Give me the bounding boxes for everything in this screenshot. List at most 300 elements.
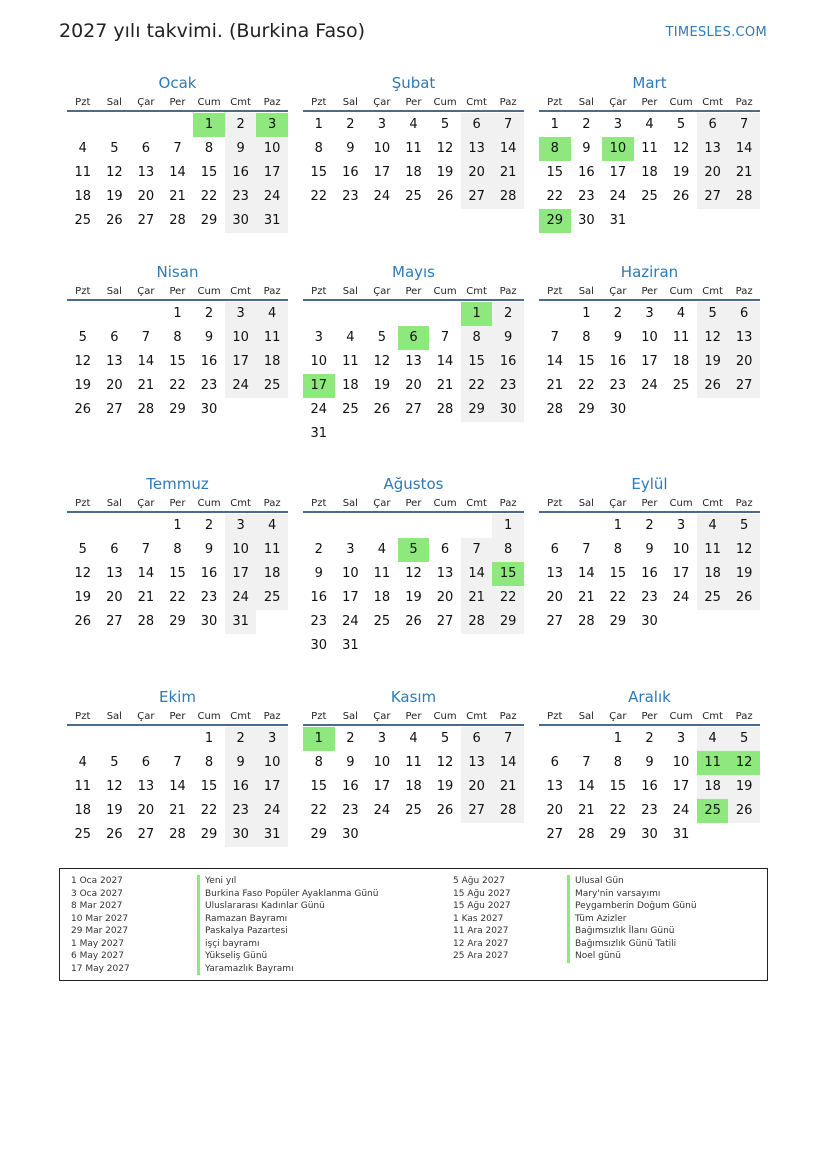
day-cell: 31 (342, 638, 359, 653)
legend-holiday-date: 17 May 2027 (71, 963, 130, 974)
day-cell: 14 (546, 354, 564, 369)
day-cell: 5 (78, 330, 87, 345)
day-cell: 31 (256, 209, 288, 233)
day-cell: 3 (225, 302, 257, 326)
day-cell: 7 (550, 330, 559, 345)
empty-cell (461, 514, 493, 538)
day-cell: 27 (137, 827, 155, 842)
day-cell: 18 (697, 562, 729, 586)
day-cell: 7 (492, 727, 524, 751)
day-cell: 9 (346, 755, 355, 770)
weekday-label: Cum (669, 711, 693, 722)
day-cell: 24 (256, 185, 288, 209)
day-cell: 2 (204, 306, 214, 321)
empty-cell (539, 514, 571, 538)
day-cell: 11 (256, 538, 288, 562)
day-cell: 21 (436, 378, 454, 393)
holiday-day-cell: 3 (256, 113, 288, 137)
day-cell: 28 (492, 185, 524, 209)
day-cell: 6 (110, 330, 119, 345)
weekday-label: Paz (499, 498, 517, 509)
day-cell: 20 (137, 189, 155, 204)
weekday-label: Per (641, 498, 658, 509)
weekday-label: Pzt (311, 286, 327, 297)
day-cell: 4 (645, 117, 654, 132)
empty-cell (162, 727, 194, 751)
day-cell: 26 (672, 189, 690, 204)
day-cell: 8 (314, 141, 323, 156)
day-cell: 3 (377, 117, 387, 132)
weekday-header (303, 495, 524, 513)
day-cell: 25 (342, 402, 359, 417)
day-cell: 14 (137, 566, 155, 581)
day-cell: 8 (204, 755, 214, 770)
day-cell: 22 (578, 378, 595, 393)
holiday-day-cell: 10 (602, 137, 634, 161)
month-block (67, 686, 288, 847)
day-cell: 25 (256, 586, 288, 610)
day-cell: 22 (461, 374, 493, 398)
holiday-day-cell: 1 (193, 113, 225, 137)
day-cell: 7 (173, 141, 182, 156)
weekday-label: Per (169, 97, 186, 108)
weekday-label: Cmt (230, 711, 251, 722)
day-cell: 14 (578, 566, 595, 581)
empty-cell (366, 514, 398, 538)
day-cell: 2 (225, 113, 257, 137)
day-cell: 12 (106, 165, 123, 180)
legend-right-names (567, 875, 697, 963)
day-cell: 21 (169, 189, 186, 204)
empty-cell (67, 302, 99, 326)
weekday-header (539, 94, 760, 112)
holiday-day-cell: 17 (303, 374, 335, 398)
weekday-label: Çar (373, 711, 391, 722)
day-cell: 27 (106, 614, 123, 629)
day-cell: 27 (106, 402, 123, 417)
day-cell: 25 (405, 189, 422, 204)
weekday-label: Cum (197, 498, 221, 509)
day-cell: 26 (373, 402, 391, 417)
legend-holiday-name: Ulusal Gün (567, 875, 697, 888)
weekday-label: Çar (137, 97, 155, 108)
weekday-label: Per (169, 711, 186, 722)
holiday-day-cell: 29 (539, 209, 571, 233)
legend-left-dates (71, 875, 130, 975)
day-grid (67, 513, 288, 634)
weekday-label: Cmt (702, 286, 723, 297)
legend-holiday-name: Tüm Azizler (567, 913, 697, 926)
month-block (539, 72, 760, 233)
day-grid (539, 301, 760, 422)
day-cell: 16 (342, 779, 359, 794)
legend-holiday-date: 29 Mar 2027 (71, 926, 129, 936)
weekday-label: Paz (735, 286, 753, 297)
day-cell: 26 (106, 827, 123, 842)
day-cell: 18 (74, 189, 92, 204)
day-cell: 20 (436, 590, 454, 605)
legend-holiday-name: Bağımsızlık Günü Tatili (567, 938, 697, 951)
empty-cell (398, 302, 430, 326)
day-cell: 6 (141, 141, 151, 156)
day-cell: 4 (697, 727, 729, 751)
legend-holiday-date: 15 Ağu 2027 (453, 888, 511, 899)
empty-cell (130, 727, 162, 751)
weekday-label: Çar (373, 286, 391, 297)
day-cell: 31 (256, 823, 288, 847)
weekday-label: Pzt (547, 498, 563, 509)
day-cell: 27 (697, 185, 729, 209)
month-block (303, 473, 524, 658)
day-cell: 27 (405, 402, 422, 417)
weekday-label: Cum (669, 498, 693, 509)
weekday-header (303, 94, 524, 112)
day-cell: 22 (609, 590, 627, 605)
weekday-header (67, 94, 288, 112)
day-cell: 19 (74, 378, 92, 393)
day-cell: 13 (106, 354, 123, 369)
day-cell: 31 (609, 213, 627, 228)
legend-holiday-date: 1 Oca 2027 (71, 876, 123, 886)
day-cell: 13 (697, 137, 729, 161)
day-cell: 17 (373, 779, 391, 794)
holiday-day-cell: 11 (697, 751, 729, 775)
day-cell: 28 (137, 614, 155, 629)
day-cell: 4 (256, 514, 288, 538)
weekday-header (539, 283, 760, 301)
weekday-label: Pzt (311, 711, 327, 722)
day-cell: 24 (342, 614, 359, 629)
day-cell: 25 (74, 827, 92, 842)
day-cell: 19 (373, 378, 391, 393)
month-name: Mayıs (392, 263, 435, 281)
empty-cell (67, 514, 99, 538)
brand-link[interactable]: TIMESLES.COM (665, 25, 767, 40)
day-cell: 23 (310, 614, 328, 629)
day-cell: 28 (728, 185, 760, 209)
day-cell: 23 (492, 374, 524, 398)
day-cell: 7 (173, 755, 182, 770)
empty-cell (99, 727, 131, 751)
month-name: Eylül (631, 475, 668, 493)
weekday-label: Per (641, 711, 658, 722)
month-name: Aralık (628, 688, 671, 706)
day-cell: 2 (645, 518, 654, 533)
day-cell: 21 (461, 586, 493, 610)
day-cell: 13 (546, 566, 564, 581)
day-cell: 29 (461, 398, 493, 422)
empty-cell (571, 514, 603, 538)
day-cell: 8 (582, 330, 591, 345)
weekday-header (67, 708, 288, 726)
day-cell: 13 (137, 779, 155, 794)
day-cell: 15 (169, 354, 186, 369)
legend-holiday-name: Bağımsızlık İlanı Günü (567, 925, 697, 938)
day-cell: 9 (645, 755, 654, 770)
day-cell: 18 (373, 590, 391, 605)
day-cell: 26 (436, 803, 454, 818)
day-cell: 15 (461, 350, 493, 374)
day-cell: 28 (492, 799, 524, 823)
day-cell: 19 (405, 590, 422, 605)
day-cell: 23 (342, 189, 359, 204)
day-cell: 27 (436, 614, 454, 629)
legend-holiday-date: 6 May 2027 (71, 951, 124, 961)
day-cell: 5 (78, 542, 87, 557)
day-cell: 18 (405, 165, 422, 180)
empty-cell (67, 113, 99, 137)
day-cell: 2 (582, 117, 591, 132)
day-cell: 21 (137, 590, 155, 605)
day-cell: 21 (492, 775, 524, 799)
day-cell: 21 (137, 378, 155, 393)
day-cell: 10 (672, 542, 690, 557)
day-cell: 29 (200, 213, 218, 228)
day-cell: 10 (225, 538, 257, 562)
day-cell: 17 (609, 165, 627, 180)
day-cell: 17 (641, 354, 658, 369)
day-cell: 25 (256, 374, 288, 398)
day-cell: 13 (728, 326, 760, 350)
day-cell: 4 (697, 514, 729, 538)
day-cell: 18 (697, 775, 729, 799)
weekday-label: Çar (609, 286, 627, 297)
day-cell: 7 (141, 542, 151, 557)
legend-holiday-date: 5 Ağu 2027 (453, 876, 505, 886)
day-cell: 14 (169, 165, 186, 180)
day-cell: 10 (373, 141, 391, 156)
day-cell: 26 (697, 374, 729, 398)
day-cell: 24 (641, 378, 658, 393)
day-cell: 1 (173, 518, 182, 533)
empty-cell (67, 727, 99, 751)
day-cell: 31 (672, 827, 690, 842)
day-cell: 21 (728, 161, 760, 185)
weekday-label: Pzt (75, 498, 91, 509)
day-cell: 30 (200, 614, 218, 629)
day-cell: 10 (256, 137, 288, 161)
day-cell: 4 (676, 306, 686, 321)
day-cell: 2 (314, 542, 323, 557)
legend-holiday-name: Burkina Faso Popüler Ayaklanma Günü (197, 888, 378, 901)
day-cell: 11 (405, 141, 422, 156)
day-cell: 29 (310, 827, 328, 842)
weekday-label: Sal (342, 97, 358, 108)
day-cell: 7 (141, 330, 151, 345)
day-cell: 2 (346, 117, 355, 132)
day-cell: 9 (346, 141, 355, 156)
day-cell: 17 (342, 590, 359, 605)
month-name: Nisan (156, 263, 199, 281)
day-cell: 5 (676, 117, 686, 132)
day-cell: 1 (582, 306, 591, 321)
day-cell: 27 (546, 614, 564, 629)
legend-holiday-name: Peygamberin Doğum Günü (567, 900, 697, 913)
day-cell: 28 (578, 827, 595, 842)
day-cell: 23 (225, 185, 257, 209)
weekday-label: Çar (373, 498, 391, 509)
day-cell: 6 (461, 727, 493, 751)
day-cell: 13 (405, 354, 422, 369)
day-cell: 9 (225, 137, 257, 161)
weekday-label: Cmt (466, 97, 487, 108)
empty-cell (99, 113, 131, 137)
day-cell: 2 (613, 306, 623, 321)
weekday-label: Pzt (75, 97, 91, 108)
day-cell: 14 (169, 779, 186, 794)
day-cell: 23 (641, 590, 658, 605)
weekday-label: Paz (735, 498, 753, 509)
day-cell: 15 (609, 779, 627, 794)
day-grid (303, 726, 524, 847)
legend-holiday-name: Noel günü (567, 950, 697, 963)
day-cell: 1 (613, 731, 623, 746)
month-name: Kasım (390, 688, 437, 706)
day-cell: 13 (546, 779, 564, 794)
day-cell: 18 (672, 354, 690, 369)
day-cell: 8 (613, 542, 623, 557)
day-cell: 28 (137, 402, 155, 417)
legend-holiday-name: Mary'nin varsayımı (567, 888, 697, 901)
day-cell: 19 (106, 189, 123, 204)
weekday-header (303, 283, 524, 301)
day-cell: 17 (672, 779, 690, 794)
day-cell: 24 (310, 402, 328, 417)
day-cell: 26 (405, 614, 422, 629)
weekday-label: Cum (197, 711, 221, 722)
day-cell: 5 (377, 330, 387, 345)
legend-holiday-date: 8 Mar 2027 (71, 901, 123, 911)
legend-holiday-name: Paskalya Pazartesi (197, 925, 378, 938)
weekday-label: Paz (499, 286, 517, 297)
legend-right-dates (453, 875, 511, 963)
day-cell: 5 (110, 755, 119, 770)
day-cell: 14 (728, 137, 760, 161)
day-cell: 28 (578, 614, 595, 629)
empty-cell (429, 302, 461, 326)
month-block (539, 261, 760, 422)
day-cell: 12 (672, 141, 690, 156)
day-cell: 8 (173, 330, 182, 345)
month-name: Şubat (391, 74, 436, 92)
weekday-label: Sal (342, 498, 358, 509)
day-cell: 3 (613, 117, 623, 132)
day-cell: 7 (492, 113, 524, 137)
day-cell: 12 (74, 354, 92, 369)
day-cell: 17 (672, 566, 690, 581)
weekday-label: Sal (106, 711, 122, 722)
day-cell: 20 (106, 590, 123, 605)
month-name: Temmuz (146, 475, 209, 493)
day-cell: 14 (137, 354, 155, 369)
day-cell: 19 (672, 165, 690, 180)
weekday-label: Cum (433, 711, 457, 722)
day-cell: 1 (550, 117, 559, 132)
day-cell: 13 (137, 165, 155, 180)
day-cell: 9 (225, 751, 257, 775)
day-cell: 11 (373, 566, 391, 581)
day-cell: 3 (256, 727, 288, 751)
empty-cell (571, 727, 603, 751)
day-cell: 6 (440, 542, 450, 557)
day-cell: 12 (728, 538, 760, 562)
day-grid (303, 301, 524, 446)
day-grid (303, 513, 524, 658)
holiday-legend (59, 868, 768, 981)
empty-cell (398, 514, 430, 538)
month-block (67, 473, 288, 634)
legend-holiday-date: 15 Ağu 2027 (453, 901, 511, 911)
day-cell: 27 (461, 185, 493, 209)
day-cell: 30 (342, 827, 359, 842)
day-cell: 28 (461, 610, 493, 634)
day-grid (539, 513, 760, 634)
day-cell: 1 (314, 117, 323, 132)
day-grid (67, 112, 288, 233)
day-cell: 7 (582, 755, 591, 770)
day-cell: 19 (728, 775, 760, 799)
day-cell: 3 (314, 330, 323, 345)
day-cell: 19 (697, 350, 729, 374)
weekday-label: Per (405, 498, 422, 509)
day-cell: 4 (256, 302, 288, 326)
weekday-label: Cum (197, 286, 221, 297)
day-cell: 18 (74, 803, 92, 818)
day-cell: 20 (461, 161, 493, 185)
day-cell: 29 (609, 614, 627, 629)
month-block (539, 473, 760, 634)
day-cell: 12 (106, 779, 123, 794)
weekday-label: Per (405, 286, 422, 297)
legend-holiday-name: Uluslararası Kadınlar Günü (197, 900, 378, 913)
weekday-label: Çar (373, 97, 391, 108)
empty-cell (130, 113, 162, 137)
day-cell: 15 (310, 779, 328, 794)
legend-holiday-date: 11 Ara 2027 (453, 926, 509, 936)
day-cell: 24 (256, 799, 288, 823)
day-cell: 26 (106, 213, 123, 228)
day-cell: 18 (342, 378, 359, 393)
day-cell: 8 (492, 538, 524, 562)
day-cell: 23 (641, 803, 658, 818)
weekday-label: Per (641, 286, 658, 297)
day-cell: 24 (225, 586, 257, 610)
day-cell: 28 (169, 827, 186, 842)
day-cell: 20 (546, 803, 564, 818)
day-cell: 5 (440, 731, 450, 746)
empty-cell (366, 302, 398, 326)
weekday-label: Cum (197, 97, 221, 108)
day-cell: 16 (578, 165, 595, 180)
day-cell: 14 (461, 562, 493, 586)
day-cell: 3 (346, 542, 355, 557)
day-cell: 16 (200, 354, 218, 369)
day-cell: 15 (169, 566, 186, 581)
day-cell: 26 (436, 189, 454, 204)
day-cell: 20 (106, 378, 123, 393)
day-cell: 20 (546, 590, 564, 605)
day-cell: 14 (492, 751, 524, 775)
day-cell: 16 (342, 165, 359, 180)
day-cell: 1 (613, 518, 623, 533)
day-cell: 23 (200, 590, 218, 605)
day-cell: 30 (310, 638, 328, 653)
weekday-label: Paz (263, 286, 281, 297)
day-cell: 25 (373, 614, 391, 629)
day-grid (539, 112, 760, 233)
weekday-label: Çar (609, 97, 627, 108)
day-cell: 7 (728, 113, 760, 137)
